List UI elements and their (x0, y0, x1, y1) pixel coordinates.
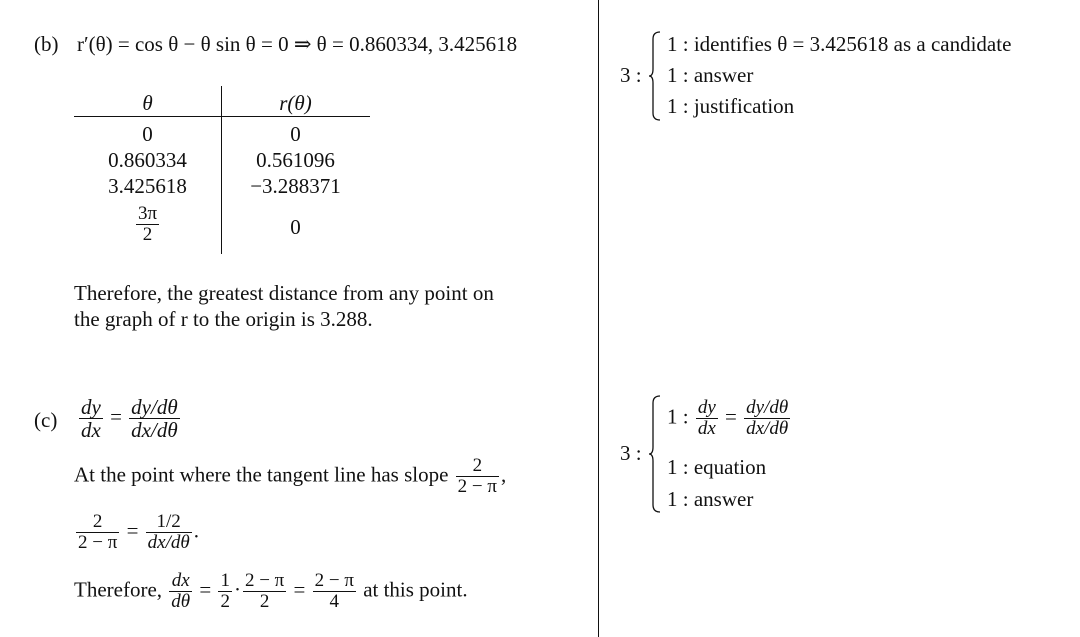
part-c-rubric-item1: 1 : $\frac{dy}{dx}$ = $\frac{dy/d\theta}{dx/d\theta}$ (667, 397, 789, 439)
one-half-fraction: $\frac{1}{2}$ (220, 570, 230, 612)
part-b-points: 3 : (620, 63, 642, 87)
values-table (74, 86, 370, 254)
table-row: 3.425618 (108, 174, 187, 198)
table-row: 0 (290, 215, 301, 239)
two-over-two-minus-pi-fraction: $\frac{2}{2 - \pi}$ (78, 511, 118, 553)
table-row: −3.288371 (250, 174, 341, 198)
rubric-dy-dx-fraction: $\frac{dy}{dx}$ (697, 397, 716, 439)
part-b-rubric-item: 1 : justification (667, 94, 795, 118)
part-c-result: Therefore, $\frac{dx}{d\theta}$ = $\frac{1}{2}$ · $\frac{2 - \pi}{2}$ = $\frac{2 - \pi}{4}$ at this point. (74, 570, 468, 612)
table-row: 0.860334 (108, 148, 187, 172)
table-header-r: r(θ) (279, 91, 312, 115)
part-c-rubric-item: 1 : answer (667, 487, 754, 511)
slope-text: At the point where the tangent line has slope (74, 462, 449, 487)
part-c-points: 3 : (620, 441, 642, 465)
part-b-rubric-item: 1 : identifies θ = 3.425618 as a candidate (667, 32, 1012, 56)
part-b-rubric-item: 1 : answer (667, 63, 754, 87)
part-c-label: (c) (34, 408, 58, 432)
therefore-text: Therefore, (74, 577, 163, 602)
two-minus-pi-over-four-fraction: $\frac{2 - \pi}{4}$ (314, 570, 354, 612)
part-b-conclusion-line2: the graph of r to the origin is 3.288. (74, 307, 373, 331)
part-c-brace (648, 395, 662, 513)
part-c-equation: $\frac{2}{2 - \pi}$ = $\frac{1/2}{dx/d\theta}$ . (78, 511, 199, 553)
slope-fraction: $\frac{2}{2 - \pi}$ (457, 455, 497, 497)
part-b-label: (b) (34, 32, 59, 56)
half-over-dx-dtheta-fraction: $\frac{1/2}{dx/d\theta}$ (147, 511, 190, 553)
two-minus-pi-over-two-fraction: $\frac{2 - \pi}{2}$ (244, 570, 285, 612)
three-pi-over-two-fraction: $\frac{3\pi}{2}$ (137, 203, 158, 245)
part-b-conclusion-line1: Therefore, the greatest distance from any point on (74, 281, 494, 305)
at-this-point-text: at this point. (363, 577, 468, 602)
table-row: 0 (290, 122, 301, 146)
table-row: 0.561096 (256, 148, 335, 172)
part-b-equation: r′(θ) = cos θ − θ sin θ = 0 ⇒ θ = 0.860334, 3.425618 (77, 32, 518, 56)
table-header-rule (74, 116, 370, 117)
table-header-theta: θ (142, 91, 153, 115)
dy-dx-fraction: $\frac{dy}{dx}$ (81, 395, 101, 443)
table-row: 0 (142, 122, 153, 146)
part-c-rubric-item: 1 : equation (667, 455, 767, 479)
part-b-brace (648, 31, 662, 121)
part-c-derivative-formula: $\frac{dy}{dx}$ = $\frac{dy/d\theta}{dx/d\theta}$ (81, 395, 178, 443)
dx-dtheta-fraction: $\frac{dx}{d\theta}$ (171, 570, 191, 612)
part-c-slope-line: At the point where the tangent line has slope $\frac{2}{2 - \pi}$ , (74, 455, 507, 497)
dy-dtheta-over-dx-dtheta-fraction: $\frac{dy/d\theta}{dx/d\theta}$ (131, 395, 178, 443)
column-divider (598, 0, 599, 637)
table-row-three-pi-over-two (74, 204, 221, 245)
rubric-dy-dtheta-over-dx-dtheta-fraction: $\frac{dy/d\theta}{dx/d\theta}$ (746, 397, 789, 439)
